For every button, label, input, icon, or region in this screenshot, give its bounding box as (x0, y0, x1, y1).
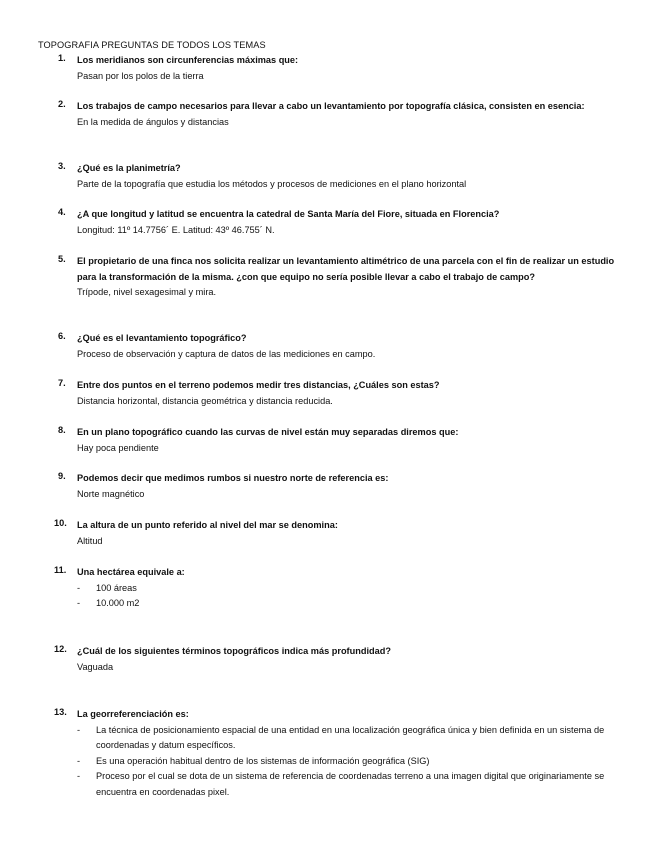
bullet-marker: - (77, 771, 81, 782)
question-item (58, 331, 618, 362)
answer-text: En la medida de ángulos y distancias (77, 116, 229, 127)
question-number: 11. (54, 565, 67, 575)
question-number: 13. (54, 707, 67, 717)
question-item (58, 99, 618, 130)
bullet-text: 100 áreas (96, 582, 137, 593)
question-item (58, 53, 618, 84)
question-number: 4. (58, 207, 66, 217)
question-text: Los trabajos de campo necesarios para llevar a cabo un levantamiento por topografía clásica, consisten en esencia: (77, 101, 585, 111)
question-text: ¿Cuál de los siguientes términos topográficos indica más profundidad? (77, 646, 391, 656)
question-item (58, 425, 618, 456)
answer-text: Norte magnético (77, 488, 145, 499)
bullet-item (77, 581, 618, 597)
question-number: 10. (54, 518, 67, 528)
question-number: 2. (58, 99, 66, 109)
answer-text: Trípode, nivel sexagesimal y mira. (77, 287, 217, 298)
bullet-text: La técnica de posicionamiento espacial de una entidad en una localización geográfica única y bien definida en un sistema de coordenadas y datum específicos. (96, 724, 605, 751)
question-item (54, 518, 618, 549)
answer-text: Proceso de observación y captura de datos de las mediciones en campo. (77, 348, 376, 359)
question-text: La altura de un punto referido al nivel del mar se denomina: (77, 520, 338, 530)
question-item (58, 207, 618, 238)
question-item (54, 707, 618, 801)
question-item (54, 565, 618, 612)
bullet-list (77, 581, 618, 612)
bullet-marker: - (77, 755, 81, 766)
question-text: En un plano topográfico cuando las curvas de nivel están muy separadas diremos que: (77, 427, 459, 437)
question-text: ¿A que longitud y latitud se encuentra la catedral de Santa María del Fiore, situada en Florencia? (77, 209, 500, 219)
question-number: 1. (58, 53, 66, 63)
question-item (58, 378, 618, 409)
bullet-marker: - (77, 724, 81, 735)
question-number: 9. (58, 471, 66, 481)
question-text: ¿Qué es la planimetría? (77, 163, 181, 173)
bullet-marker: - (77, 598, 81, 609)
bullet-item (77, 769, 618, 800)
question-item (58, 471, 618, 502)
bullet-item (77, 754, 618, 770)
answer-text: Longitud: 11º 14.7756´ E. Latitud: 43º 46.755´ N. (77, 224, 275, 235)
answer-text: Vaguada (77, 661, 114, 672)
question-text: Podemos decir que medimos rumbos si nuestro norte de referencia es: (77, 473, 389, 483)
question-item (58, 254, 618, 301)
answer-text: Parte de la topografía que estudia los métodos y procesos de mediciones en el plano horizontal (77, 178, 467, 189)
document-title: TOPOGRAFIA PREGUNTAS DE TODOS LOS TEMAS (38, 40, 266, 50)
question-number: 5. (58, 254, 66, 264)
bullet-text: Proceso por el cual se dota de un sistema de referencia de coordenadas terreno a una imagen digital que originariamente se encuentra en coordenadas pixel. (96, 771, 605, 797)
bullet-list (77, 723, 618, 801)
question-text: ¿Qué es el levantamiento topográfico? (77, 333, 247, 343)
question-text: Los meridianos son circunferencias máximas que: (77, 55, 299, 65)
bullet-item (77, 596, 618, 612)
question-text: Entre dos puntos en el terreno podemos medir tres distancias, ¿Cuáles son estas? (77, 380, 440, 390)
answer-text: Altitud (77, 535, 103, 546)
question-item (58, 161, 618, 192)
question-number: 6. (58, 331, 66, 341)
question-text: El propietario de una finca nos solicita realizar un levantamiento altimétrico de una parcela con el fin de realizar un estudio para la transformación de la misma. ¿con que equipo no sería posible llevar a cabo el trabajo de campo? (77, 256, 615, 282)
bullet-text: 10.000 m2 (96, 598, 140, 609)
bullet-text: Es una operación habitual dentro de los sistemas de información geográfica (SIG) (96, 755, 430, 766)
question-text: Una hectárea equivale a: (77, 567, 185, 577)
question-text: La georreferenciación es: (77, 709, 189, 719)
question-item (54, 644, 618, 675)
bullet-marker: - (77, 582, 81, 593)
answer-text: Hay poca pendiente (77, 442, 159, 453)
bullet-item (77, 723, 618, 754)
question-number: 8. (58, 425, 66, 435)
answer-text: Pasan por los polos de la tierra (77, 70, 204, 81)
question-number: 7. (58, 378, 66, 388)
answer-text: Distancia horizontal, distancia geométrica y distancia reducida. (77, 395, 333, 406)
question-number: 3. (58, 161, 66, 171)
question-number: 12. (54, 644, 67, 654)
